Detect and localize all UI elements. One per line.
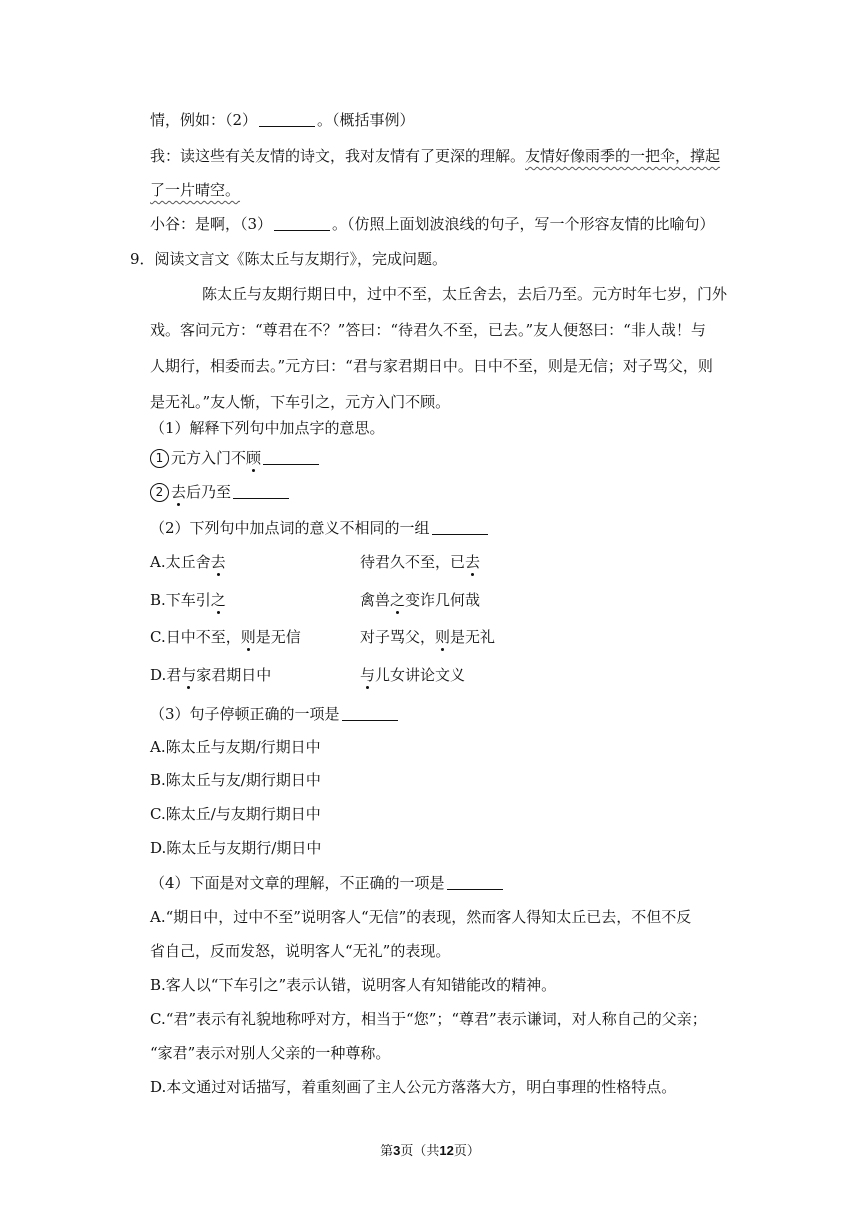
dotted-char: 顾 [246,449,262,467]
question-9-title: 9．阅读文言文《陈太丘与友期行》，完成问题。 [130,250,448,268]
text-line [150,214,715,234]
option-d-right: 与儿女讲论文义 [360,666,466,684]
subquestion-3 [150,704,400,724]
text-line [150,146,720,166]
text: 后乃至 [186,483,232,501]
dotted-char: 去 [465,553,481,571]
answer-blank [263,450,319,465]
text: 小谷：是啊，（3） [150,215,273,233]
subquestion-1-item-1 [150,448,321,468]
dotted-char: 则 [240,628,256,646]
wavy-underlined-text: 友情好像雨季的一把伞，撑起 [525,147,721,165]
answer-blank [447,875,503,890]
option-b: B.客人以“下车引之”表示认错，说明客人有知错能改的精神。 [150,976,557,994]
option-a-line-2: 省自己，反而发怒，说明客人“无礼”的表现。 [150,942,451,960]
circled-number-1: 1 [150,449,169,468]
dotted-char: 则 [435,628,451,646]
text: （3）句子停顿正确的一项是 [150,705,340,723]
passage-line: 陈太丘与友期行期日中，过中不至，太丘舍去，去后乃至。元方时年七岁，门外 [202,285,728,303]
text-line [150,180,240,200]
passage-line: 人期行，相委而去。”元方曰：“君与家君期日中。日中不至，则是无信；对子骂父，则 [150,357,713,375]
subquestion-2 [150,518,490,538]
option-a-left: A.太丘舍去 [150,553,226,571]
text-line [150,110,415,130]
text: 元方入门不 [171,449,247,467]
text: 。（概括事例） [317,111,415,129]
dotted-char: 与 [181,666,197,684]
dotted-char: 之 [390,591,406,609]
dotted-char: 与 [360,666,376,684]
answer-blank [342,706,398,721]
subquestion-4 [150,873,505,893]
option-a-line-1: A.“期日中，过中不至”说明客人“无信”的表现，然而客人得知太丘已去，不但不反 [150,908,692,926]
option-a-right: 待君久不至，已去 [360,553,481,571]
dotted-char: 去 [171,483,187,501]
option-b: B.陈太丘与友/期行期日中 [150,771,321,789]
option-b-right: 禽兽之变诈几何哉 [360,591,481,609]
answer-blank [259,112,315,127]
answer-blank [233,484,289,499]
option-c: C.陈太丘/与友期行期日中 [150,805,321,823]
option-a: A.陈太丘与友期/行期日中 [150,738,321,756]
text: （4）下面是对文章的理解，不正确的一项是 [150,874,445,892]
page-number: 3 [393,1143,401,1158]
option-d: D.陈太丘与友期行/期日中 [150,839,322,857]
subquestion-1: （1）解释下列句中加点字的意思。 [150,419,385,437]
option-c-line-1: C.“君”表示有礼貌地称呼对方，相当于“您”；“尊君”表示谦词，对人称自己的父亲； [150,1010,707,1028]
answer-blank [274,216,330,231]
subquestion-1-item-2 [150,482,291,502]
answer-blank [432,520,488,535]
option-c-line-2: “家君”表示对别人父亲的一种尊称。 [150,1044,391,1062]
passage-line: 是无礼。”友人惭，下车引之，元方入门不顾。 [150,393,451,411]
option-c-right: 对子骂父，则是无礼 [360,628,496,646]
wavy-underlined-text: 了一片晴空。 [150,181,241,199]
text: 情，例如：（2） [150,111,258,129]
total-pages: 12 [439,1143,454,1158]
text: （2）下列句中加点词的意义不相同的一组 [150,519,430,537]
option-d-left: D.君与家君期日中 [150,666,272,684]
text: 我：读这些有关友情的诗文，我对友情有了更深的理解。 [150,147,526,165]
dotted-char: 之 [210,591,226,609]
page-footer: 第3页（共12页） [380,1143,480,1159]
option-d: D.本文通过对话描写，着重刻画了主人公元方落落大方，明白事理的性格特点。 [150,1078,677,1096]
circled-number-2: 2 [150,483,169,502]
dotted-char: 去 [210,553,226,571]
option-c-left: C.日中不至，则是无信 [150,628,301,646]
passage-line: 戏。客问元方：“尊君在不？”答曰：“待君久不至，已去。”友人便怒曰：“非人哉！与 [150,321,706,339]
option-b-left: B.下车引之 [150,591,226,609]
text: 。（仿照上面划波浪线的句子，写一个形容友情的比喻句） [332,215,715,233]
